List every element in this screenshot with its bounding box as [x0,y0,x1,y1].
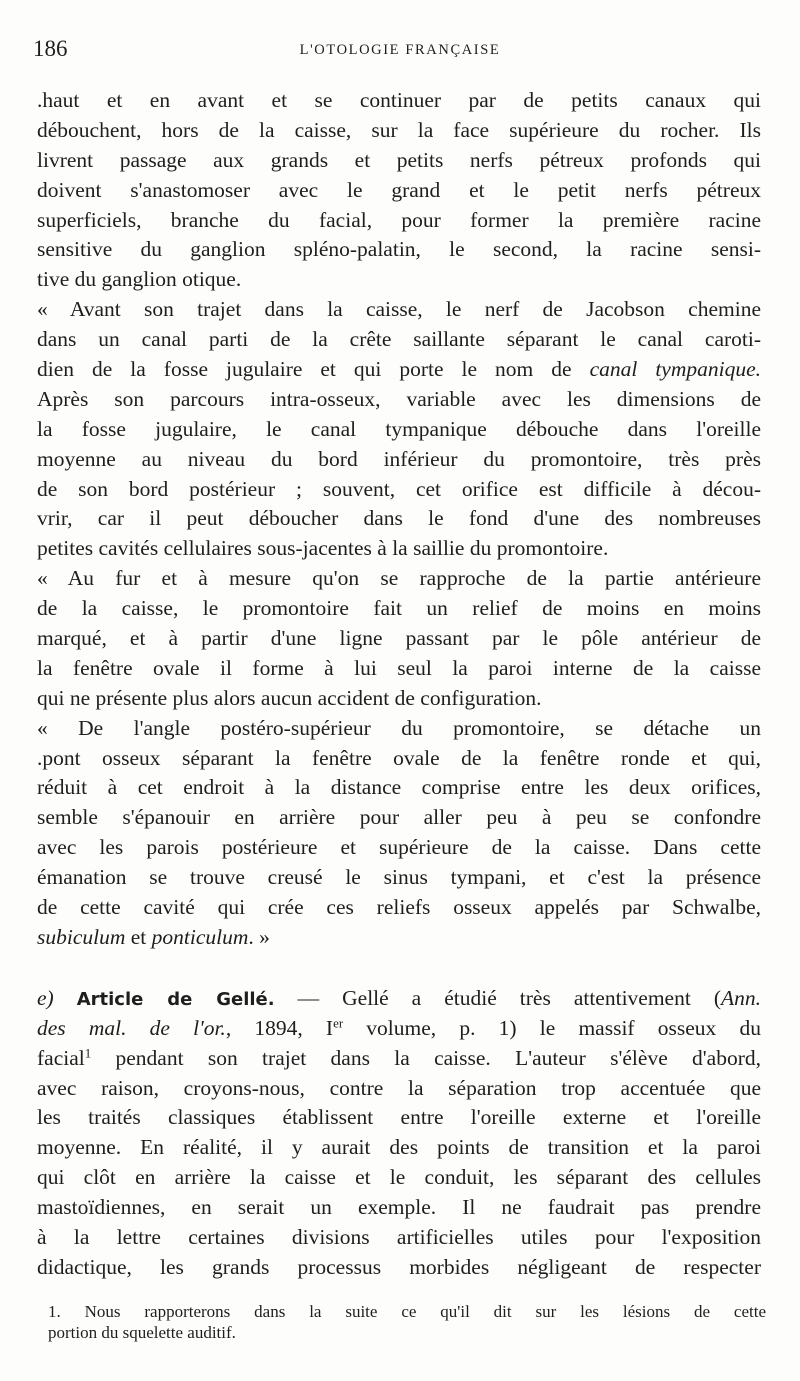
text-line: moyenne au niveau du bord inférieur du promontoire, très près [37,446,761,471]
text-line: petites cavités cellulaires sous-jacentes à la saillie du promontoire. [37,536,609,561]
text-line: réduit à cet endroit à la distance comprise entre les deux orifices, [37,775,761,800]
italic-term: subiculum [37,924,126,949]
footnote-line: portion du squelette auditif. [48,1323,236,1342]
text-run: facial [37,1045,85,1070]
page-header [0,32,800,64]
text-line: débouchent, hors de la caisse, sur la face supérieure du rocher. Ils [37,117,761,142]
footnote-marker: 1 [84,1045,92,1060]
text-line: de son bord postérieur ; souvent, cet orifice est difficile à décou- [37,476,761,501]
section-gap [37,953,761,984]
text-run: , 1894, I [225,1015,334,1040]
text-line: moyenne. En réalité, il y aurait des points de transition et la paroi [37,1135,761,1160]
text-line: sensitive du ganglion spléno-palatin, le second, la racine sensi- [37,237,761,262]
italic-term: des mal. de l'or. [37,1015,226,1040]
superscript: er [333,1015,344,1030]
text-line: .haut et en avant et se continuer par de petits canaux qui [37,88,761,112]
text-run: et [125,924,152,949]
body-text [37,86,761,1283]
text-line: émanation se trouve creusé le sinus tympani, et c'est la présence [37,865,761,890]
section-first-line [37,984,761,1014]
text-line: .pont osseux séparant la fenêtre ovale de la fenêtre ronde et qui, [37,745,761,770]
text-line: avec les parois postérieure et supérieure de la caisse. Dans cette [37,835,761,860]
text-line: « Au fur et à mesure qu'on se rapproche de la partie antérieure [37,566,761,591]
text-line [37,355,761,385]
text-line [37,923,761,953]
text-line: superficiels, branche du facial, pour former la première racine [37,207,761,232]
text-line: la fosse jugulaire, le canal tympanique débouche dans l'oreille [37,416,761,441]
text-line: marqué, et à partir d'une ligne passant par le pôle antérieur de [37,626,761,651]
page-number: 186 [33,36,68,61]
text-line [37,1014,761,1044]
text-line: didactique, les grands processus morbides négligeant de respecter [37,1254,761,1279]
text-line: vrir, car il peut déboucher dans le fond d'une des nombreuses [37,506,761,531]
text-line: Après son parcours intra-osseux, variable avec les dimensions de [37,386,761,411]
running-title: L'OTOLOGIE FRANÇAISE [299,42,501,58]
text-run: pendant son trajet dans la caisse. L'auteur s'élève d'abord, [91,1045,761,1070]
text-line: semble s'épanouir en arrière pour aller peu à peu se confondre [37,805,761,830]
section-label: e) [37,985,77,1010]
text-line: de cette cavité qui crée ces reliefs osseux appelés par Schwalbe, [37,895,761,920]
italic-term: ponticulum [151,924,249,949]
text-line: mastoïdiennes, en serait un exemple. Il ne faudrait pas prendre [37,1195,761,1220]
text-line: de la caisse, le promontoire fait un relief de moins en moins [37,596,761,621]
text-run: . » [248,924,270,949]
text-line: « Avant son trajet dans la caisse, le nerf de Jacobson chemine [37,297,761,322]
section-heading: Article de Gellé. [76,988,275,1010]
text-line [37,1044,761,1074]
footnote-line: 1. Nous rapporterons dans la suite ce qu'il dit sur les lésions de cette [48,1302,766,1321]
italic-term: canal tympanique. [589,357,762,382]
text-line: dans un canal parti de la crête saillante séparant le canal caroti- [37,327,761,352]
text-line: à la lettre certaines divisions artificielles utiles pour l'exposition [37,1224,761,1249]
text-line: la fenêtre ovale il forme à lui seul la paroi interne de la caisse [37,655,761,680]
text-line: livrent passage aux grands et petits nerfs pétreux profonds qui [37,147,761,172]
text-run: volume, p. 1) le massif osseux du [343,1015,761,1040]
text-line: les traités classiques établissent entre l'oreille externe et l'oreille [37,1105,761,1130]
italic-term: Ann. [721,985,762,1010]
text-run: dien de la fosse jugulaire et qui porte le nom de [37,357,590,382]
text-line: « De l'angle postéro-supérieur du promontoire, se détache un [37,715,761,740]
footnote [48,1301,766,1343]
text-line: qui ne présente plus alors aucun accident de configuration. [37,685,542,710]
text-line: qui clôt en arrière la caisse et le conduit, les séparant des cellules [37,1165,761,1190]
text-line: doivent s'anastomoser avec le grand et le petit nerfs pétreux [37,177,761,202]
text-run: — Gellé a étudié très attentivement ( [274,985,721,1010]
text-line: avec raison, croyons-nous, contre la séparation trop accentuée que [37,1075,761,1100]
text-line: tive du ganglion otique. [37,267,242,292]
